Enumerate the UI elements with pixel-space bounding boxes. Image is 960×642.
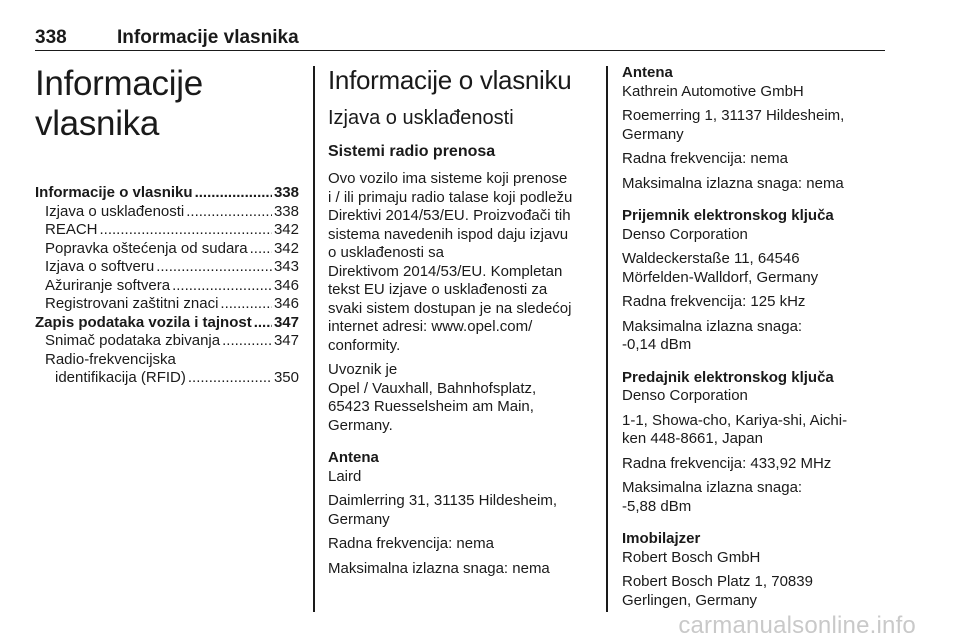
content-column-2 xyxy=(328,64,592,578)
page-header xyxy=(35,28,885,51)
immobilizer-heading: Imobilajzer xyxy=(622,530,701,547)
receiver-block: Prijemnik elektronskog ključa Denso Corporation Waldeckerstaße 11, 64546 Mörfelden-Walldorf, Germany Radna frekvencija: 125 kHz Maksimalna izlazna snaga: -0,14 dBm xyxy=(622,207,884,355)
page-number: 338 xyxy=(35,27,67,48)
antenna-block: Antena Kathrein Automotive GmbH Roemerring 1, 31137 Hildesheim, Germany Radna frekvencija: nema Maksimalna izlazna snaga: nema xyxy=(622,64,884,193)
toc-entry[interactable]: Ažuriranje softvera ..... 346 xyxy=(35,277,299,296)
toc-entry[interactable]: Zapis podataka vozila i tajnost ..... 347 xyxy=(35,314,299,333)
toc-entry[interactable]: Snimač podataka zbivanja ..... 347 xyxy=(35,332,299,351)
toc-entry[interactable]: Izjava o usklađenosti ..... 338 xyxy=(35,203,299,222)
toc-entry[interactable]: Registrovani zaštitni znaci ..... 346 xyxy=(35,295,299,314)
toc-column xyxy=(35,64,299,388)
subsection-title: Izjava o usklađenosti xyxy=(328,107,514,129)
toc-entry-line1: Radio-frekvencijska xyxy=(45,350,176,368)
content-column-3 xyxy=(622,64,884,610)
intro-paragraph: Ovo vozilo ima sisteme koji prenose i / ili primaju radio talase koji podležu Direktivi 2014/53/EU. Proizvođači tih sistema navedenih ispod daju izjavu o usklađenosti sa Direktivom 2014/53/EU. Kompletan tekst EU izjave o usklađenosti za svaki sistem dostupan je na sledećoj internet adresi: www.opel.com/ conformity. xyxy=(328,170,573,354)
antenna-heading: Antena xyxy=(328,449,379,466)
toc-entry[interactable]: Izjava o softveru ..... 343 xyxy=(35,258,299,277)
toc-entry[interactable]: identifikacija (RFID) ..... 350 xyxy=(35,369,299,388)
toc-entry[interactable]: Informacije o vlasniku ..... 338 xyxy=(35,184,299,203)
immobilizer-block: Imobilajzer Robert Bosch GmbH Robert Bosch Platz 1, 70839 Gerlingen, Germany xyxy=(622,530,884,610)
antenna-block: Antena Laird Daimlerring 31, 31135 Hildesheim, Germany Radna frekvencija: nema Maksimalna izlazna snaga: nema xyxy=(328,449,592,578)
receiver-heading: Prijemnik elektronskog ključa xyxy=(622,207,834,224)
toc-entry[interactable]: Popravka oštećenja od sudara ..... 342 xyxy=(35,240,299,259)
chapter-title: Informacije vlasnika xyxy=(35,64,203,143)
section-title: Informacije o vlasniku xyxy=(328,65,572,95)
antenna-heading: Antena xyxy=(622,64,673,81)
column-divider-2 xyxy=(606,66,608,612)
table-of-contents xyxy=(35,184,299,388)
importer-paragraph: Uvoznik je Opel / Vauxhall, Bahnhofsplatz, 65423 Ruesselsheim am Main, Germany. xyxy=(328,361,537,434)
toc-entry[interactable]: REACH ..... 342 xyxy=(35,221,299,240)
column-divider-1 xyxy=(313,66,315,612)
watermark: carmanualsonline.info xyxy=(678,612,916,639)
subsubsection-title: Sistemi radio prenosa xyxy=(328,143,496,160)
header-title: Informacije vlasnika xyxy=(117,27,299,48)
transmitter-block: Predajnik elektronskog ključa Denso Corporation 1-1, Showa-cho, Kariya-shi, Aichi- ken 448-8661, Japan Radna frekvencija: 433,92 MHz Maksimalna izlazna snaga: -5,88 dBm xyxy=(622,369,884,517)
transmitter-heading: Predajnik elektronskog ključa xyxy=(622,368,834,386)
